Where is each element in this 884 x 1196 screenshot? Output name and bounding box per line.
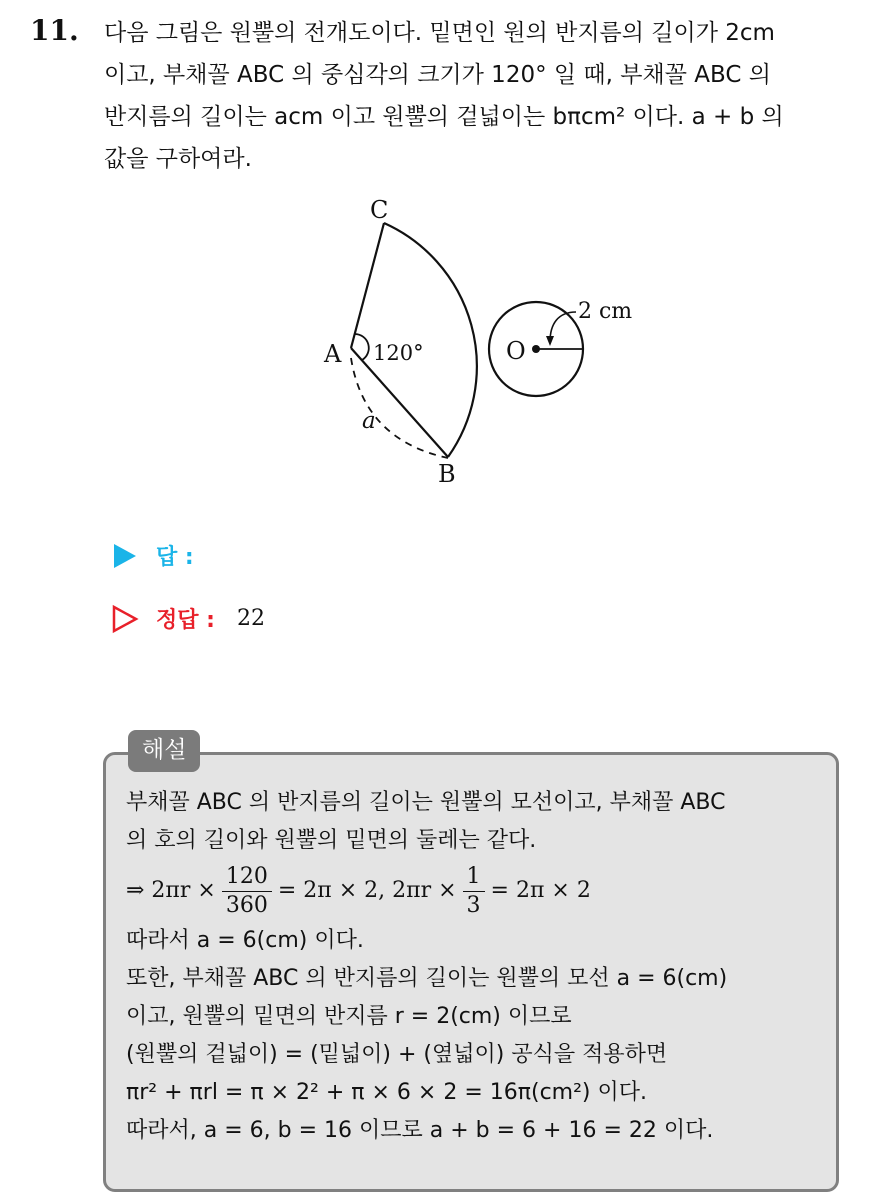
formula-suffix: = 2π × 2 [490, 878, 591, 903]
question-text [104, 12, 864, 180]
answer-blank-row [110, 540, 194, 571]
label-a: A [324, 340, 342, 368]
fraction-denominator: 360 [225, 892, 268, 918]
play-triangle-icon [110, 541, 150, 571]
angle-label: 120° [373, 341, 424, 365]
correct-answer-value: 22 [236, 606, 265, 631]
explanation-tab: 해설 [128, 730, 200, 772]
question-line: 다음 그림은 원뿔의 전개도이다. 밑면인 원의 반지름의 길이가 2cm [104, 20, 775, 46]
explanation-line: 이고, 원뿔의 밑면의 반지름 r = 2(cm) 이므로 [126, 1004, 572, 1029]
question-number: 11. [30, 14, 79, 47]
explanation-line: (원뿔의 겉넓이) = (밑넓이) + (옆넓이) 공식을 적용하면 [126, 1042, 668, 1067]
formula-mid: = 2π × 2, 2πr × [277, 878, 457, 903]
correct-answer-label: 정답 : [156, 608, 215, 633]
explanation-text [126, 784, 826, 1150]
explanation-line: πr² + πrl = π × 2² + π × 6 × 2 = 16π(cm²) 이다. [126, 1080, 647, 1105]
explanation-line: 또한, 부채꼴 ABC 의 반지름의 길이는 원뿔의 모선 a = 6(cm) [126, 966, 728, 991]
explanation-formula [126, 860, 826, 922]
radius-label: 2 cm [578, 299, 633, 324]
arc-label-a: a [362, 408, 376, 434]
label-b: B [438, 460, 456, 488]
outline-triangle-icon [110, 604, 150, 634]
fraction-numerator: 1 [463, 863, 485, 892]
explanation-line: 부채꼴 ABC 의 반지름의 길이는 원뿔의 모선이고, 부채꼴 ABC [126, 790, 726, 815]
sector-arc [384, 223, 477, 457]
label-o: O [506, 337, 526, 365]
fraction-numerator: 120 [222, 863, 272, 892]
radius-pointer-arrowhead [546, 336, 554, 346]
label-c: C [370, 196, 389, 224]
explanation-line: 의 호의 길이와 원뿔의 밑면의 둘레는 같다. [126, 828, 537, 853]
cone-net-figure [300, 190, 660, 490]
explanation-line: 따라서, a = 6, b = 16 이므로 a + b = 6 + 16 = 22 이다. [126, 1118, 714, 1143]
answer-label: 답 : [156, 545, 194, 570]
formula-prefix: ⇒ 2πr × [126, 878, 216, 903]
fraction-1-3 [463, 863, 485, 920]
question-line: 반지름의 길이는 acm 이고 원뿔의 겉넓이는 bπcm² 이다. a + b 의 [104, 104, 784, 130]
question-line: 값을 구하여라. [104, 146, 252, 172]
radius-pointer [550, 312, 576, 342]
explanation-line: 따라서 a = 6(cm) 이다. [126, 928, 364, 953]
fraction-denominator: 3 [466, 892, 481, 918]
fraction-120-360 [222, 863, 272, 920]
correct-answer-row [110, 603, 265, 634]
question-line: 이고, 부채꼴 ABC 의 중심각의 크기가 120° 일 때, 부채꼴 ABC 의 [104, 62, 771, 88]
sector-radius-ac [351, 223, 384, 348]
